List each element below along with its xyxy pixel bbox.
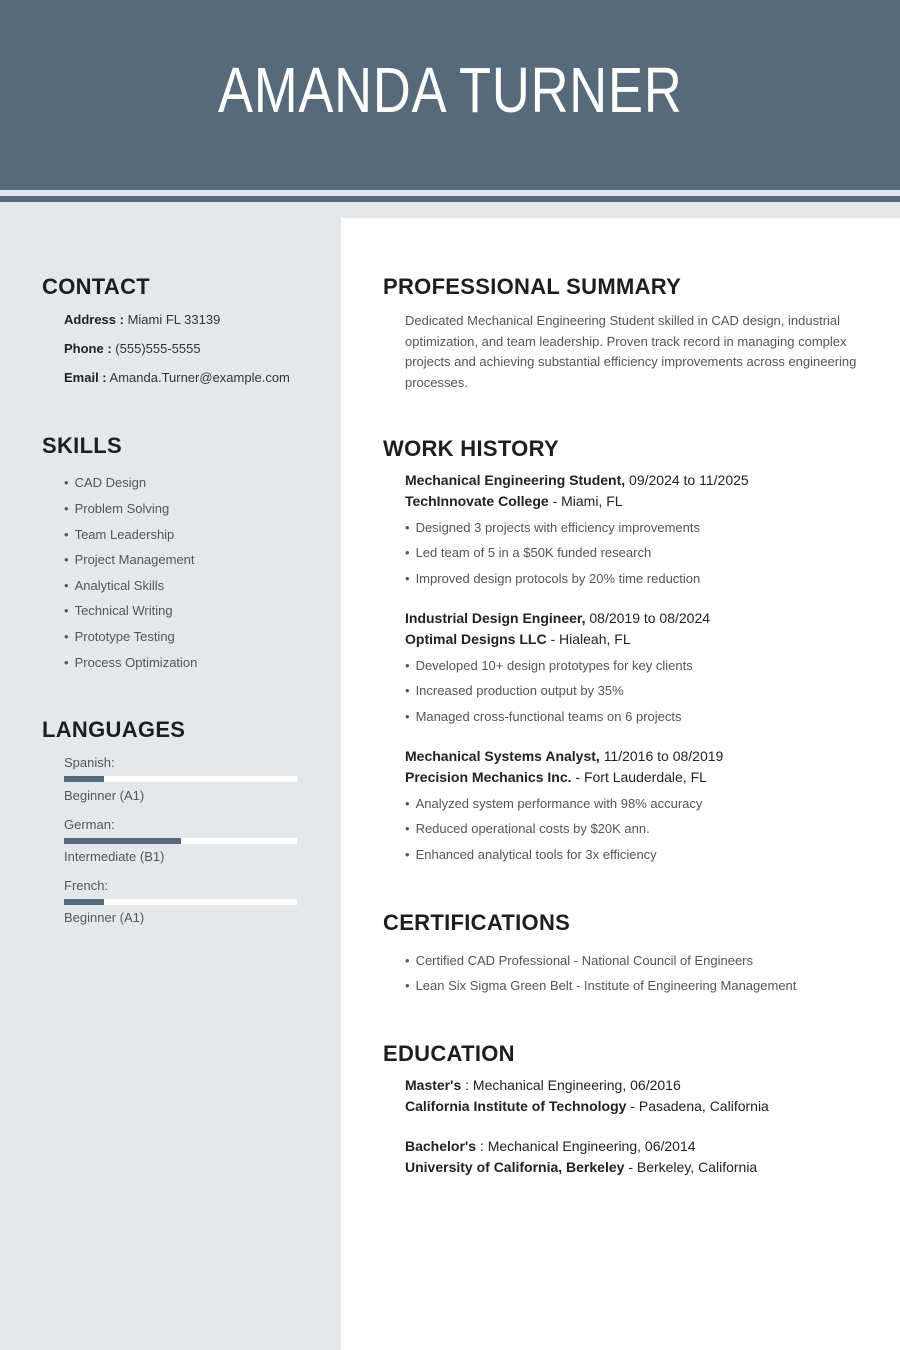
job-bullet: • Led team of 5 in a $50K funded research (405, 545, 652, 560)
contact-heading: CONTACT (42, 274, 151, 299)
phone-label: Phone : (64, 341, 112, 356)
job-bullet: • Increased production output by 35% (405, 683, 624, 698)
job-bullet: • Reduced operational costs by $20K ann. (405, 821, 650, 836)
job-company-line: Precision Mechanics Inc. - Fort Lauderdale, FL (405, 769, 707, 785)
job-title-line: Mechanical Engineering Student, 09/2024 to 11/2025 (405, 472, 749, 488)
job-bullet: • Analyzed system performance with 98% accuracy (405, 796, 703, 811)
education-degree-line: Master's : Mechanical Engineering, 06/2016 (405, 1077, 681, 1093)
languages-heading: LANGUAGES (42, 717, 186, 742)
language-level: Beginner (A1) (64, 910, 145, 925)
language-name: French: (64, 878, 109, 893)
skills-heading: SKILLS (42, 433, 123, 458)
address-label: Address : (64, 312, 124, 327)
summary-text: Dedicated Mechanical Engineering Student skilled in CAD design, industrial optimization, and team leadership. Proven track record in managing complex projects and achieving substantial efficiency improvements across engineering processes. (405, 313, 857, 390)
job-title-line: Mechanical Systems Analyst, 11/2016 to 08/2019 (405, 748, 724, 764)
skill-item: • CAD Design (64, 475, 147, 490)
job-bullet: • Managed cross-functional teams on 6 projects (405, 709, 682, 724)
candidate-name: AMANDA TURNER (217, 54, 683, 126)
language-level-bar (64, 899, 297, 905)
job-bullet: • Improved design protocols by 20% time reduction (405, 571, 701, 586)
contact-email (64, 370, 290, 385)
education-heading: EDUCATION (383, 1041, 515, 1066)
skill-item: • Process Optimization (64, 655, 198, 670)
language-level: Intermediate (B1) (64, 849, 165, 864)
language-name: German: (64, 817, 115, 832)
contact-address (64, 312, 220, 327)
language-level-fill (64, 776, 104, 782)
education-school-line: University of California, Berkeley - Berkeley, California (405, 1159, 758, 1175)
work-history-heading: WORK HISTORY (383, 436, 559, 461)
phone-value: (555)555-5555 (115, 341, 201, 356)
education-degree-line: Bachelor's : Mechanical Engineering, 06/2014 (405, 1138, 696, 1154)
resume-header (0, 0, 900, 190)
job-company-line: TechInnovate College - Miami, FL (405, 493, 623, 509)
skill-item: • Project Management (64, 552, 195, 567)
skill-item: • Analytical Skills (64, 578, 165, 593)
job-bullet: • Enhanced analytical tools for 3x efficiency (405, 847, 657, 862)
language-level-fill (64, 838, 181, 844)
summary-heading: PROFESSIONAL SUMMARY (383, 274, 682, 299)
certifications-heading: CERTIFICATIONS (383, 910, 571, 935)
language-level-bar (64, 776, 297, 782)
email-value: Amanda.Turner@example.com (109, 370, 290, 385)
address-value: Miami FL 33139 (127, 312, 221, 327)
language-level-fill (64, 899, 104, 905)
language-level-bar (64, 838, 297, 844)
contact-phone (64, 341, 201, 356)
job-bullet: • Developed 10+ design prototypes for key clients (405, 658, 693, 673)
skill-item: • Prototype Testing (64, 629, 175, 644)
education-school-line: California Institute of Technology - Pasadena, California (405, 1098, 769, 1114)
job-company-line: Optimal Designs LLC - Hialeah, FL (405, 631, 631, 647)
skill-item: • Technical Writing (64, 603, 173, 618)
skill-item: • Problem Solving (64, 501, 170, 516)
skill-item: • Team Leadership (64, 527, 175, 542)
job-title-line: Industrial Design Engineer, 08/2019 to 08/2024 (405, 610, 711, 626)
language-name: Spanish: (64, 755, 115, 770)
job-bullet: • Designed 3 projects with efficiency improvements (405, 520, 701, 535)
email-label: Email : (64, 370, 107, 385)
language-level: Beginner (A1) (64, 788, 145, 803)
certification-item: • Certified CAD Professional - National Council of Engineers (405, 953, 753, 968)
certification-item: • Lean Six Sigma Green Belt - Institute of Engineering Management (405, 978, 797, 993)
